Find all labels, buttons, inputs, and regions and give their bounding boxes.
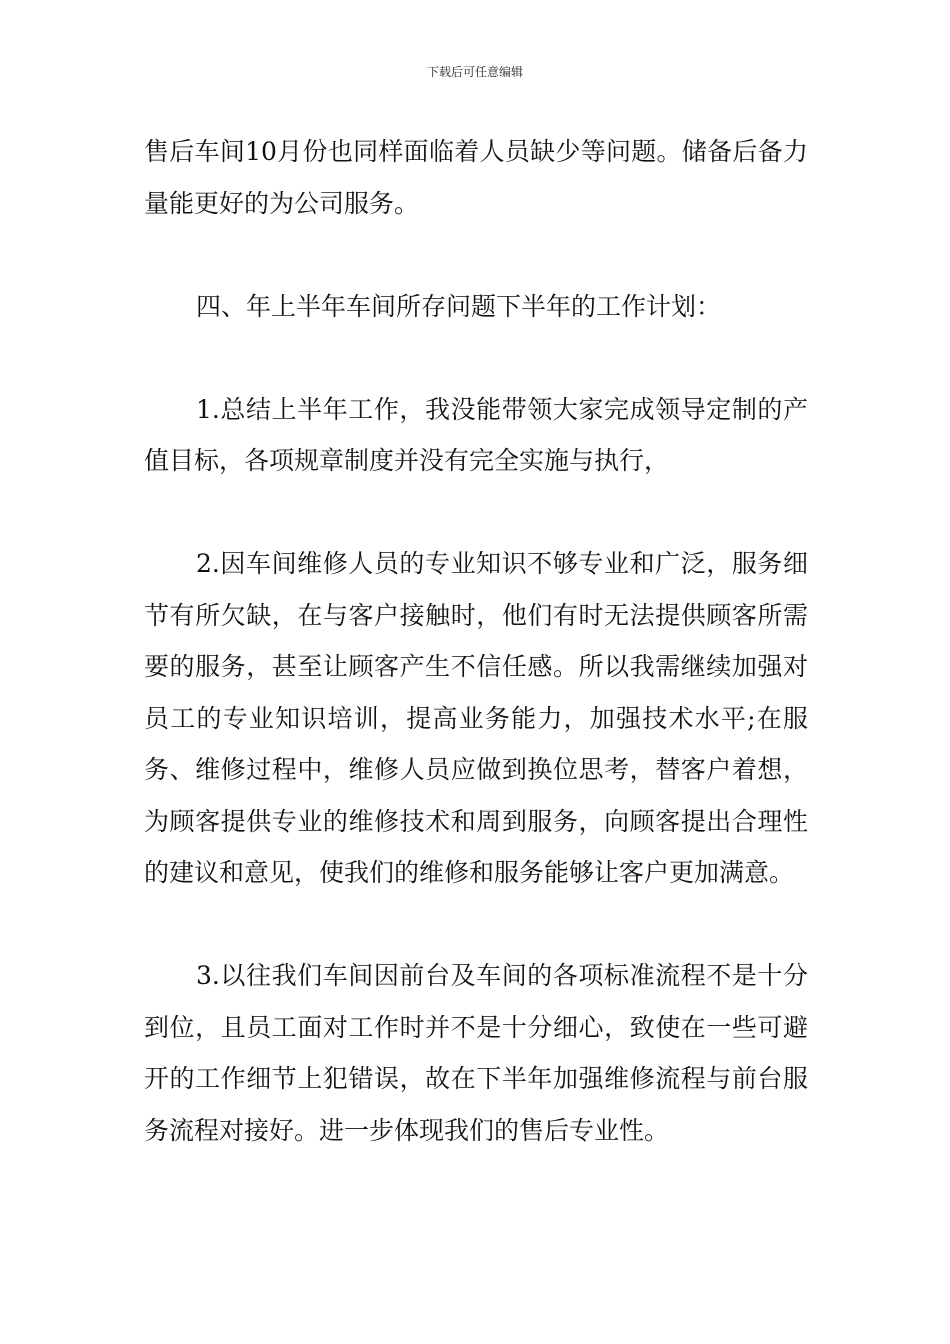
paragraph-item-3: 3.以往我们车间因前台及车间的各项标准流程不是十分到位，且员工面对工作时并不是十分细心，致使在一些可避开的工作细节上犯错误，故在下半年加强维修流程与前台服务流程对接好。进一步体现我们的售后专业性。	[144, 961, 808, 1145]
paragraph-item-1: 1.总结上半年工作，我没能带领大家完成领导定制的产值目标，各项规章制度并没有完全实施与执行，	[144, 394, 808, 475]
page-header: 下载后可任意编辑	[426, 65, 523, 79]
section-heading: 四、年上半年车间所存问题下半年的工作计划：	[196, 291, 722, 321]
paragraph-item-2: 2.因车间维修人员的专业知识不够专业和广泛，服务细节有所欠缺，在与客户接触时，他们有时无法提供顾客所需要的服务，甚至让顾客产生不信任感。所以我需继续加强对员工的专业知识培训，提高业务能力，加强技术水平;在服务、维修过程中，维修人员应做到换位思考，替客户着想，为顾客提供专业的维修技术和周到服务，向顾客提出合理性的建议和意见，使我们的维修和服务能够让客户更加满意。	[144, 549, 808, 887]
document-body	[144, 126, 808, 1208]
paragraph-continuation: 售后车间10月份也同样面临着人员缺少等问题。储备后备力量能更好的为公司服务。	[144, 137, 808, 218]
